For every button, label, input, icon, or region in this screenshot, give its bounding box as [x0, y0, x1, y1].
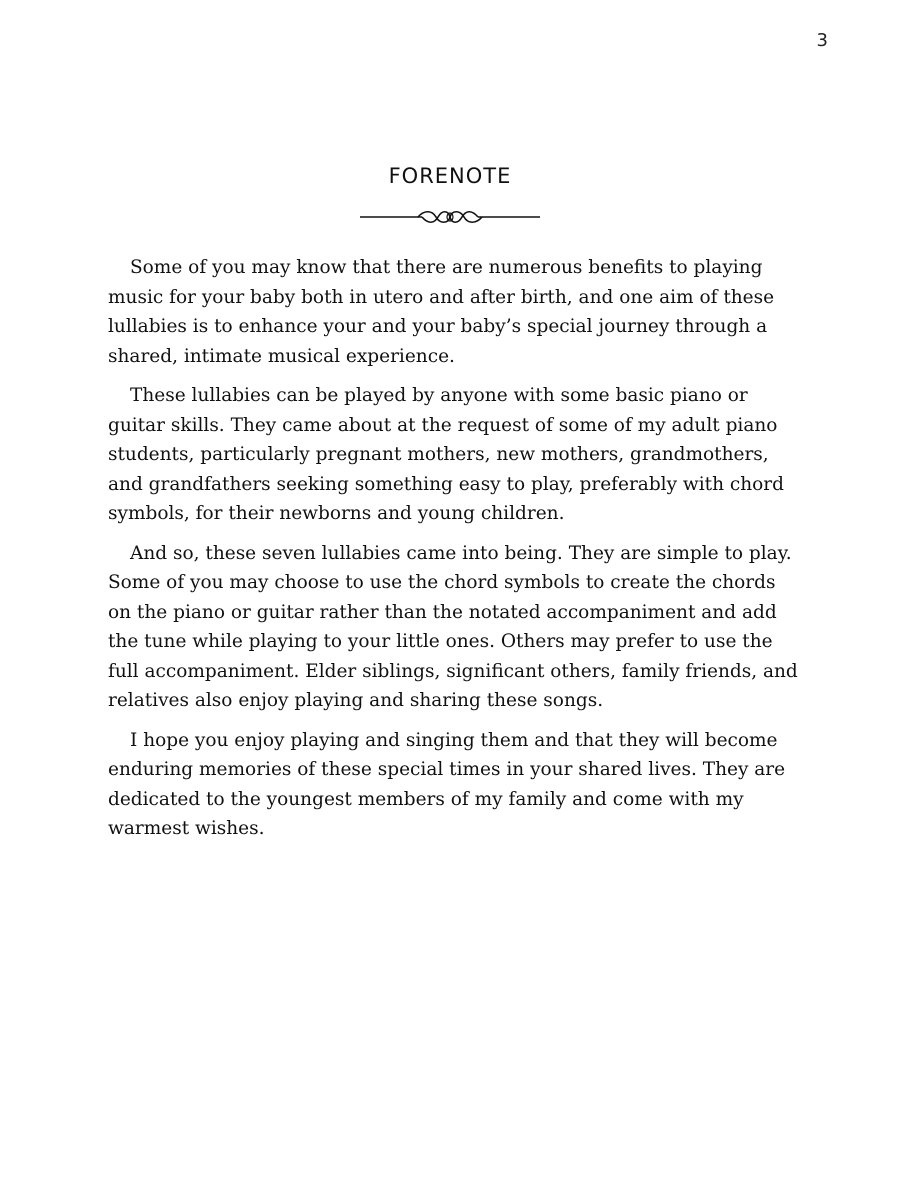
scroll-flourish-divider-icon [360, 208, 540, 226]
paragraph-3: And so, these seven lullabies came into being. They are simple to play. Some of you may choose to use the chord symbols to create the chords on the piano or guitar rather than the notated accompaniment and add the tune while playing to your little ones. Others may prefer to use the full accompaniment. Elder siblings, significant others, family friends, and relatives also enjoy playing and sharing these songs. [108, 542, 798, 711]
page-number: 3 [816, 30, 828, 51]
paragraph-4: I hope you enjoy playing and singing them and that they will become enduring memories of these special times in your shared lives. They are dedicated to the youngest members of my family and come with my warmest wishes. [108, 729, 786, 839]
page-title: FORENOTE [388, 164, 512, 188]
paragraph-2: These lullabies can be played by anyone with some basic piano or guitar skills. They came about at the request of some of my adult piano students, particularly pregnant mothers, new mothers, grandmothers, and grandfathers seeking something easy to play, preferably with chord symbols, for their newborns and young children. [108, 385, 784, 524]
body-text [108, 253, 800, 854]
paragraph-1: Some of you may know that there are numerous benefits to playing music for your baby both in utero and after birth, and one aim of these lullabies is to enhance your and your baby’s special journey through a shared, intimate musical experience. [108, 257, 775, 367]
